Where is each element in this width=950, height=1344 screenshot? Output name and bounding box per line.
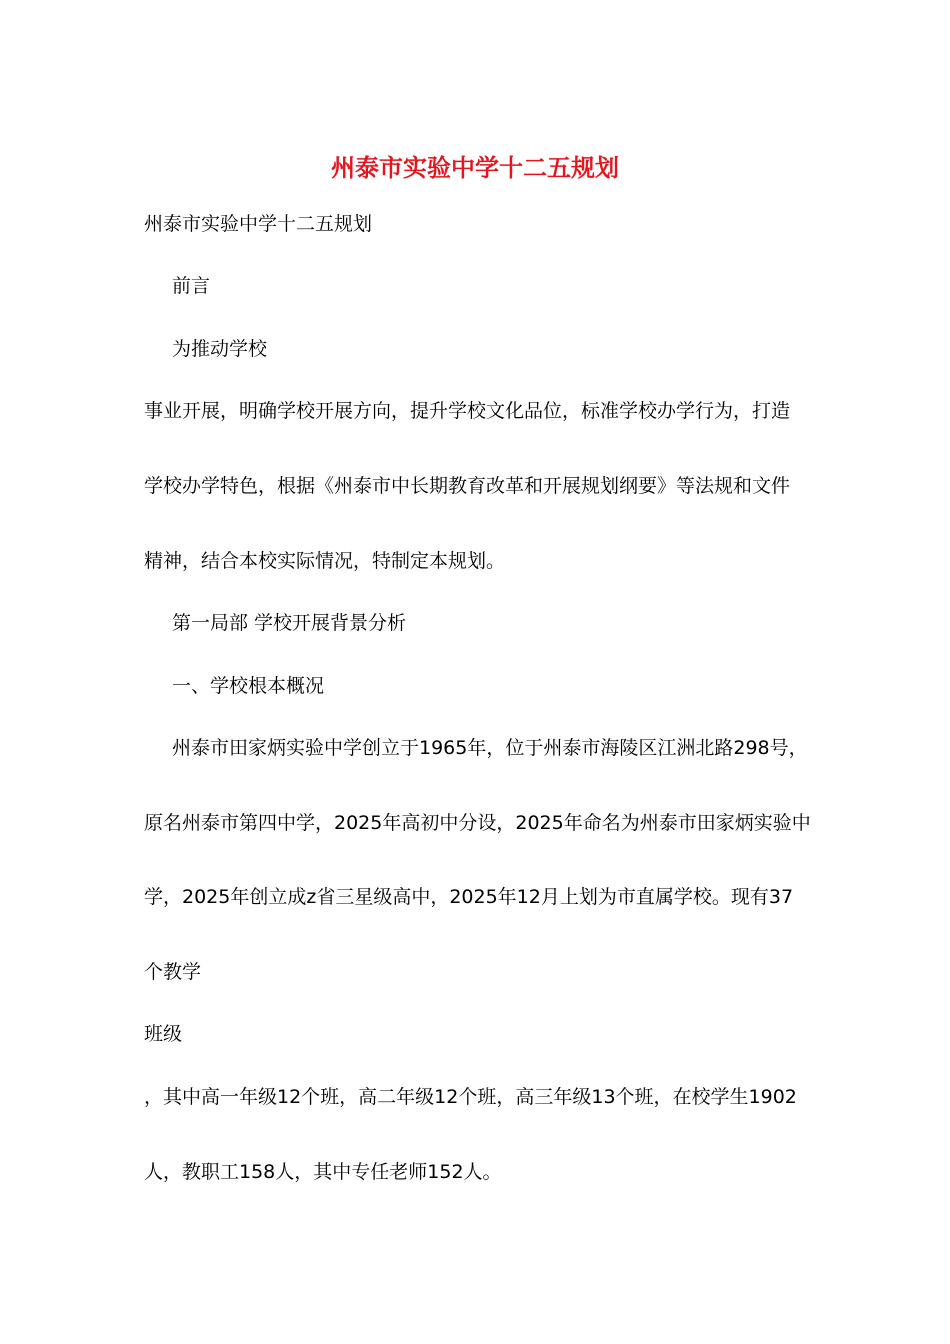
paragraph-line: 事业开展，明确学校开展方向，提升学校文化品位，标准学校办学行为，打造 [144, 400, 791, 422]
subtitle-line: 州泰市实验中学十二五规划 [144, 213, 373, 235]
paragraph-line: 个教学 [144, 961, 202, 983]
paragraph-line: 原名州泰市第四中学，2025年高初中分设，2025年命名为州泰市田家炳实验中 [144, 812, 811, 834]
heading-part-one: 第一局部 学校开展背景分析 [172, 612, 407, 634]
paragraph-line: 学，2025年创立成z省三星级高中，2025年12月上划为市直属学校。现有37 [144, 886, 794, 908]
paragraph-line: 人，教职工158人，其中专任老师152人。 [144, 1161, 502, 1183]
paragraph-line: 为推动学校 [172, 338, 268, 360]
paragraph-line: 州泰市田家炳实验中学创立于1965年，位于州泰市海陵区江洲北路298号， [172, 737, 808, 759]
heading-preface: 前言 [172, 275, 211, 297]
heading-section-one: 一、学校根本概况 [172, 675, 325, 697]
paragraph-line: 学校办学特色，根据《州泰市中长期教育改革和开展规划纲要》等法规和文件 [144, 475, 791, 497]
document-title: 州泰市实验中学十二五规划 [331, 154, 619, 182]
paragraph-line: 班级 [144, 1023, 183, 1045]
paragraph-line: ，其中高一年级12个班，高二年级12个班，高三年级13个班，在校学生1902 [144, 1086, 797, 1108]
paragraph-line: 精神，结合本校实际情况，特制定本规划。 [144, 550, 506, 572]
